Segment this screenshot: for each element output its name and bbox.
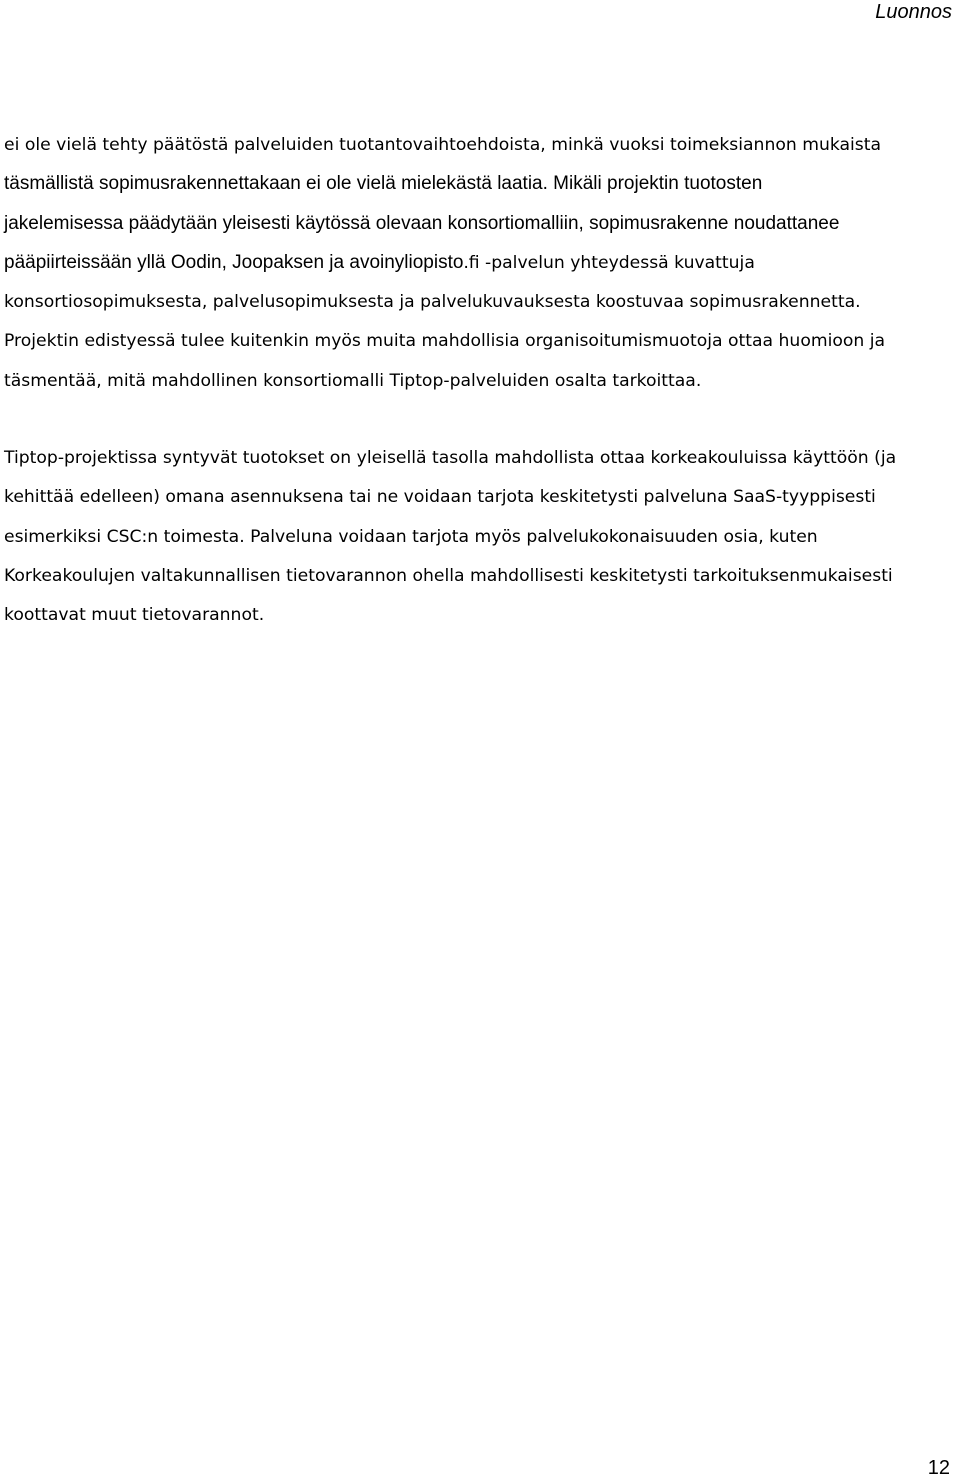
- document-status-label: Luonnos: [875, 1, 952, 23]
- paragraph-line: pääpiirteissään yllä Oodin, Joopaksen ja avoinyliopisto.fi -palvelun yhteydessä kuvattuja: [4, 251, 755, 273]
- paragraph-line: koottavat muut tietovarannot.: [4, 605, 265, 626]
- paragraph-line: Projektin edistyessä tulee kuitenkin myös muita mahdollisia organisoitumismuotoja ottaa huomioon ja: [4, 331, 886, 352]
- page-number: 12: [927, 1457, 950, 1479]
- paragraph-line: Korkeakoulujen valtakunnallisen tietovarannon ohella mahdollisesti keskitetysti tarkoituksenmukaisesti: [4, 565, 893, 586]
- paragraph-2: [4, 441, 960, 637]
- paragraph-line: ei ole vielä tehty päätöstä palveluiden tuotantovaihtoehdoista, minkä vuoksi toimeksiannon mukaista: [4, 135, 882, 155]
- paragraph-line: täsmällistä sopimusrakennettakaan ei ole vielä mielekästä laatia. Mikäli projektin tuotosten: [4, 173, 763, 195]
- paragraph-line: konsortiosopimuksesta, palvelusopimuksesta ja palvelukuvauksesta koostuvaa sopimusrakennetta.: [4, 292, 861, 313]
- paragraph-line: Tiptop-projektissa syntyvät tuotokset on yleisellä tasolla mahdollista ottaa korkeakouluissa käyttöön (ja: [4, 448, 897, 468]
- paragraph-line: kehittää edelleen) omana asennuksena tai ne voidaan tarjota keskitetysti palveluna SaaS-tyyppisesti: [4, 487, 876, 508]
- paragraph-line: täsmentää, mitä mahdollinen konsortiomalli Tiptop-palveluiden osalta tarkoittaa.: [4, 370, 702, 391]
- paragraph-line: jakelemisessa päädytään yleisesti käytössä olevaan konsortiomalliin, sopimusrakenne noudattanee: [4, 212, 840, 234]
- paragraph-1: [4, 128, 960, 403]
- paragraph-line: esimerkiksi CSC:n toimesta. Palveluna voidaan tarjota myös palvelukokonaisuuden osia, kuten: [4, 526, 818, 547]
